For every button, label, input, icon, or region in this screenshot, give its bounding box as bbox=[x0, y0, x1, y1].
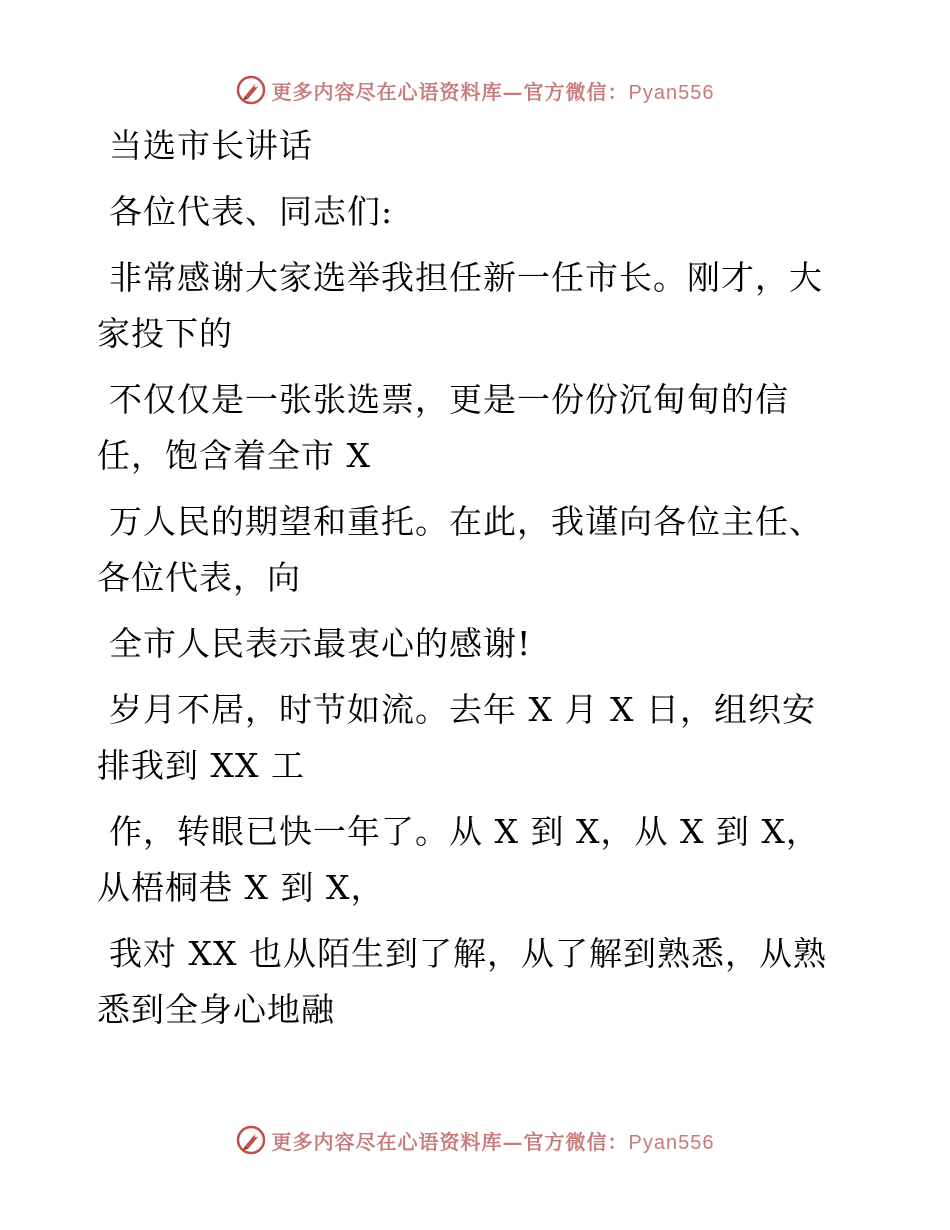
banner-text bbox=[272, 76, 715, 105]
wechat-id: Pyan556 bbox=[628, 1131, 715, 1154]
paragraph-line: 排我到 XX 工 bbox=[97, 746, 305, 785]
paragraph-line: 万人民的期望和重托。在此，我谨向各位主任、 bbox=[109, 502, 823, 541]
salutation: 各位代表、同志们: bbox=[109, 192, 394, 231]
paragraph-line: 非常感谢大家选举我担任新一任市长。刚才，大 bbox=[109, 258, 823, 297]
paragraph-line: 任，饱含着全市 X bbox=[97, 436, 371, 475]
paragraph-line: 作，转眼已快一年了。从 X 到 X，从 X 到 X， bbox=[109, 812, 820, 851]
paragraph-line: 不仅仅是一张张选票，更是一份份沉甸甸的信 bbox=[109, 380, 789, 419]
paragraph-line: 全市人民表示最衷心的感谢! bbox=[109, 624, 532, 663]
paragraph-line: 悉到全身心地融 bbox=[97, 990, 335, 1029]
banner-label: 更多内容尽在心语资料库—官方微信： bbox=[271, 1129, 629, 1154]
document-body bbox=[97, 118, 837, 1038]
document-title: 当选市长讲话 bbox=[109, 126, 313, 165]
header-banner bbox=[0, 70, 950, 110]
pen-logo-icon bbox=[236, 75, 266, 105]
wechat-id: Pyan556 bbox=[628, 81, 715, 104]
paragraph-line: 从梧桐巷 X 到 X， bbox=[97, 868, 385, 907]
paragraph-line: 我对 XX 也从陌生到了解，从了解到熟悉，从熟 bbox=[109, 934, 827, 973]
pen-logo-icon bbox=[236, 1125, 266, 1155]
banner-label: 更多内容尽在心语资料库—官方微信： bbox=[271, 79, 629, 104]
footer-banner bbox=[0, 1120, 950, 1160]
paragraph-line: 各位代表，向 bbox=[97, 558, 301, 597]
paragraph-line: 家投下的 bbox=[97, 314, 233, 353]
paragraph-line: 岁月不居，时节如流。去年 X 月 X 日，组织安 bbox=[109, 690, 816, 729]
banner-text bbox=[272, 1126, 715, 1155]
